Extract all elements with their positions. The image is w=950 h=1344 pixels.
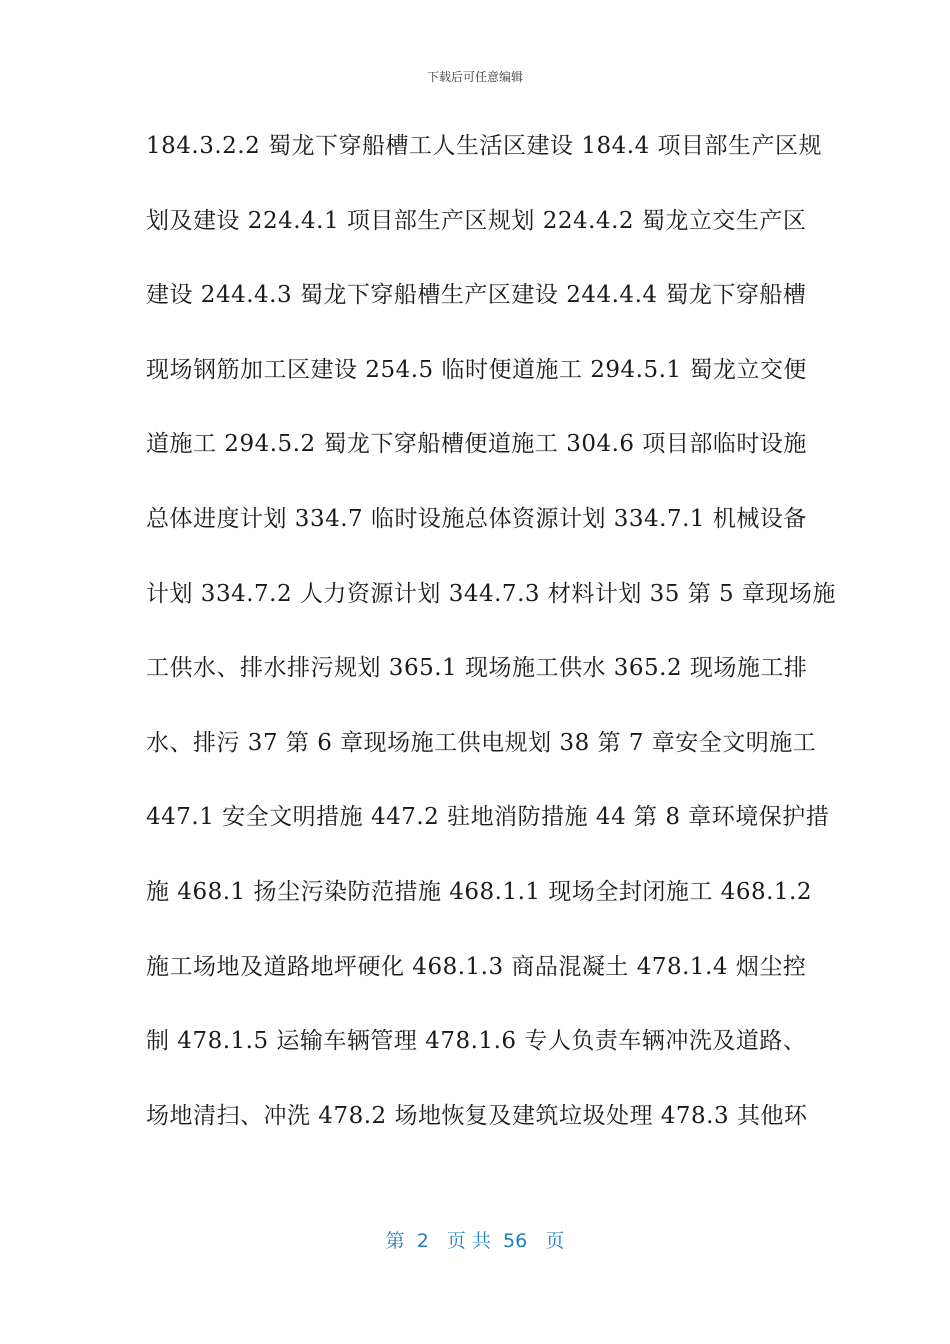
header-note: 下载后可任意编辑: [426, 70, 523, 84]
text-line: 工供水、排水排污规划 365.1 现场施工供水 365.2 现场施工排: [146, 655, 808, 682]
text-line: 建设 244.4.3 蜀龙下穿船槽生产区建设 244.4.4 蜀龙下穿船槽: [146, 282, 807, 309]
text-line: 划及建设 224.4.1 项目部生产区规划 224.4.2 蜀龙立交生产区: [146, 207, 807, 234]
text-line: 总体进度计划 334.7 临时设施总体资源计划 334.7.1 机械设备: [146, 505, 807, 532]
text-line: 制 478.1.5 运输车辆管理 478.1.6 专人负责车辆冲洗及道路、: [146, 1028, 807, 1055]
page-number-footer: 第 2 页 共 56 页: [385, 1230, 565, 1252]
text-line: 水、排污 37 第 6 章现场施工供电规划 38 第 7 章安全文明施工: [146, 729, 817, 756]
text-line: 184.3.2.2 蜀龙下穿船槽工人生活区建设 184.4 项目部生产区规: [146, 133, 823, 159]
text-line: 道施工 294.5.2 蜀龙下穿船槽便道施工 304.6 项目部临时设施: [146, 431, 807, 458]
text-line: 场地清扫、冲洗 478.2 场地恢复及建筑垃圾处理 478.3 其他环: [146, 1102, 808, 1129]
text-line: 现场钢筋加工区建设 254.5 临时便道施工 294.5.1 蜀龙立交便: [146, 356, 807, 383]
document-body: [146, 122, 836, 1166]
text-line: 施 468.1 扬尘污染防范措施 468.1.1 现场全封闭施工 468.1.2: [146, 878, 812, 905]
text-line: 施工场地及道路地坪硬化 468.1.3 商品混凝土 478.1.4 烟尘控: [146, 953, 807, 980]
text-line: 447.1 安全文明措施 447.2 驻地消防措施 44 第 8 章环境保护措: [146, 804, 830, 831]
text-line: 计划 334.7.2 人力资源计划 344.7.3 材料计划 35 第 5 章现场施: [146, 580, 836, 607]
